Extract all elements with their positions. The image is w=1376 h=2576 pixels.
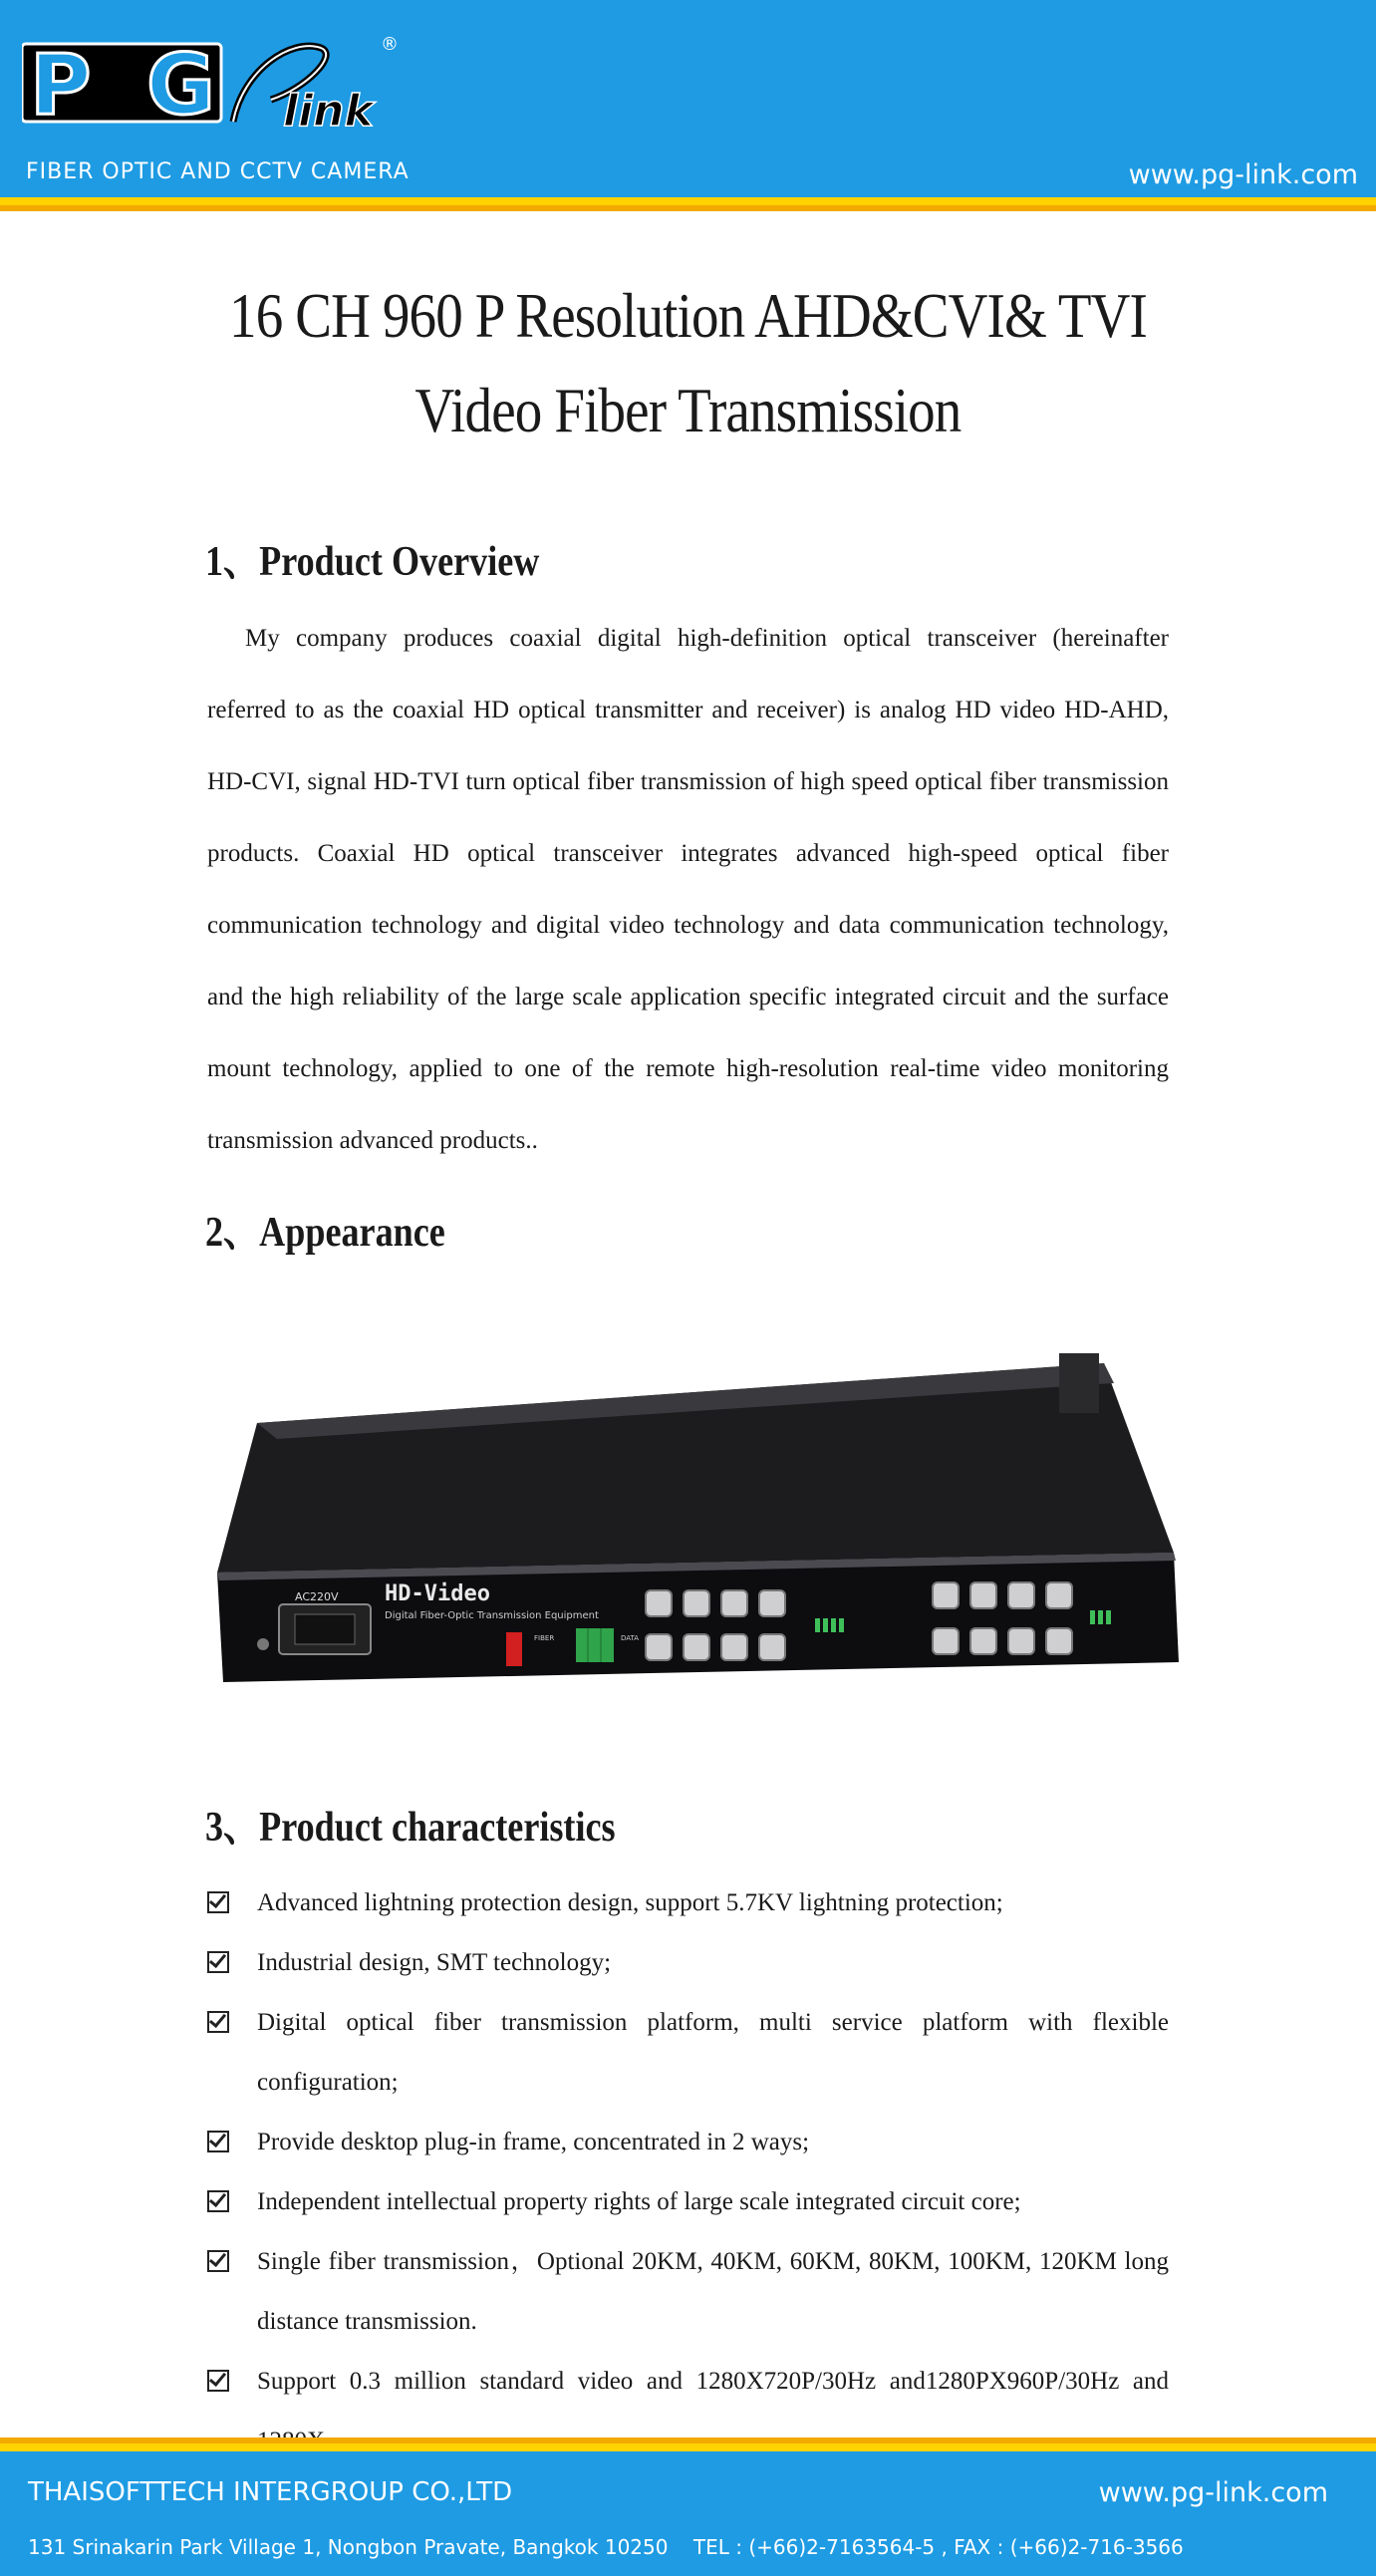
svg-text:link: link [283,86,374,137]
overview-paragraph: My company produces coaxial digital high-definition optical transceiver (hereinafter referred to as the coaxial HD optical transmitter and receiver) is analog HD video HD-AHD, HD-CVI, signal HD-TVI turn optical fiber transmission of high speed optical fiber transmission products. Coaxial HD optical transceiver integrates advanced high-speed optical fiber communication technology and digital video technology and data communication technology, and the high reliability of the large scale application specific integrated circuit and the surface mount technology, applied to one of the remote high-resolution real-time video monitoring transmission advanced products.. [207,625,1169,1154]
overview-body [207,603,1169,1177]
appearance-heading: 2、Appearance [205,1210,445,1256]
page-title-line2: Video Fiber Transmission [414,375,962,445]
svg-text:FIBER: FIBER [534,1634,555,1642]
footer-address-line [28,2535,1184,2559]
list-item [207,1873,1169,1933]
list-item-text: Industrial design, SMT technology; [257,1949,612,1976]
footer-url[interactable]: www.pg-link.com [1098,2477,1328,2508]
checkbox-icon [207,2131,229,2152]
characteristics-heading: 3、Product characteristics [205,1805,616,1851]
overview-heading: 1、Product Overview [205,539,540,585]
list-item-text: Single fiber transmission，Optional 20KM, 40KM, 60KM, 80KM, 100KM, 120KM long distance transmission. [257,2248,1169,2335]
header-stripe-orange [0,205,1376,211]
svg-text:AC220V: AC220V [295,1590,339,1603]
list-item [207,1993,1169,2113]
footer-company: THAISOFTTECH INTERGROUP CO.,LTD [28,2477,513,2507]
pg-link-logo [22,30,411,149]
checkbox-icon [207,2190,229,2212]
list-item-text: Digital optical fiber transmission platform, multi service platform with flexible configuration; [257,2009,1169,2096]
footer-address: 131 Srinakarin Park Village 1, Nongbon Pravate, Bangkok 10250 [28,2535,669,2559]
list-item-text: Independent intellectual property rights of large scale integrated circuit core; [257,2188,1021,2215]
footer-contact: TEL : (+66)2-7163564-5 , FAX : (+66)2-716-3566 [692,2535,1184,2559]
header-tagline: FIBER OPTIC AND CCTV CAMERA [26,159,410,184]
list-item-text: Support 0.3 million standard video and 1280X720P/30Hz and1280PX960P/30Hz and [257,2368,1169,2395]
list-item-text: Advanced lightning protection design, support 5.7KV lightning protection; [257,1889,1003,1916]
product-photo [217,1343,1190,1682]
svg-text:HD-Video: HD-Video [385,1581,490,1606]
checkbox-icon [207,1891,229,1913]
checkbox-icon [207,2250,229,2272]
list-item [207,2172,1169,2232]
checkbox-icon [207,2370,229,2392]
footer-stripe-yellow [0,2443,1376,2451]
page-header [0,0,1376,197]
characteristics-list [207,1873,1169,2471]
checkbox-icon [207,2011,229,2033]
svg-text:PG: PG [30,36,215,134]
checkbox-icon [207,1951,229,1973]
page-footer [0,2451,1376,2576]
svg-text:DATA: DATA [621,1634,640,1642]
header-url[interactable]: www.pg-link.com [1128,159,1358,190]
list-item [207,2232,1169,2352]
svg-text:®: ® [381,34,399,55]
page-title-line1: 16 CH 960 P Resolution AHD&CVI& TVI [229,280,1147,351]
header-stripe-yellow [0,197,1376,205]
list-item [207,2113,1169,2172]
svg-text:Digital Fiber-Optic Transmissi: Digital Fiber-Optic Transmission Equipment [385,1610,599,1621]
list-item-text: Provide desktop plug-in frame, concentrated in 2 ways; [257,2129,810,2155]
list-item [207,1933,1169,1993]
